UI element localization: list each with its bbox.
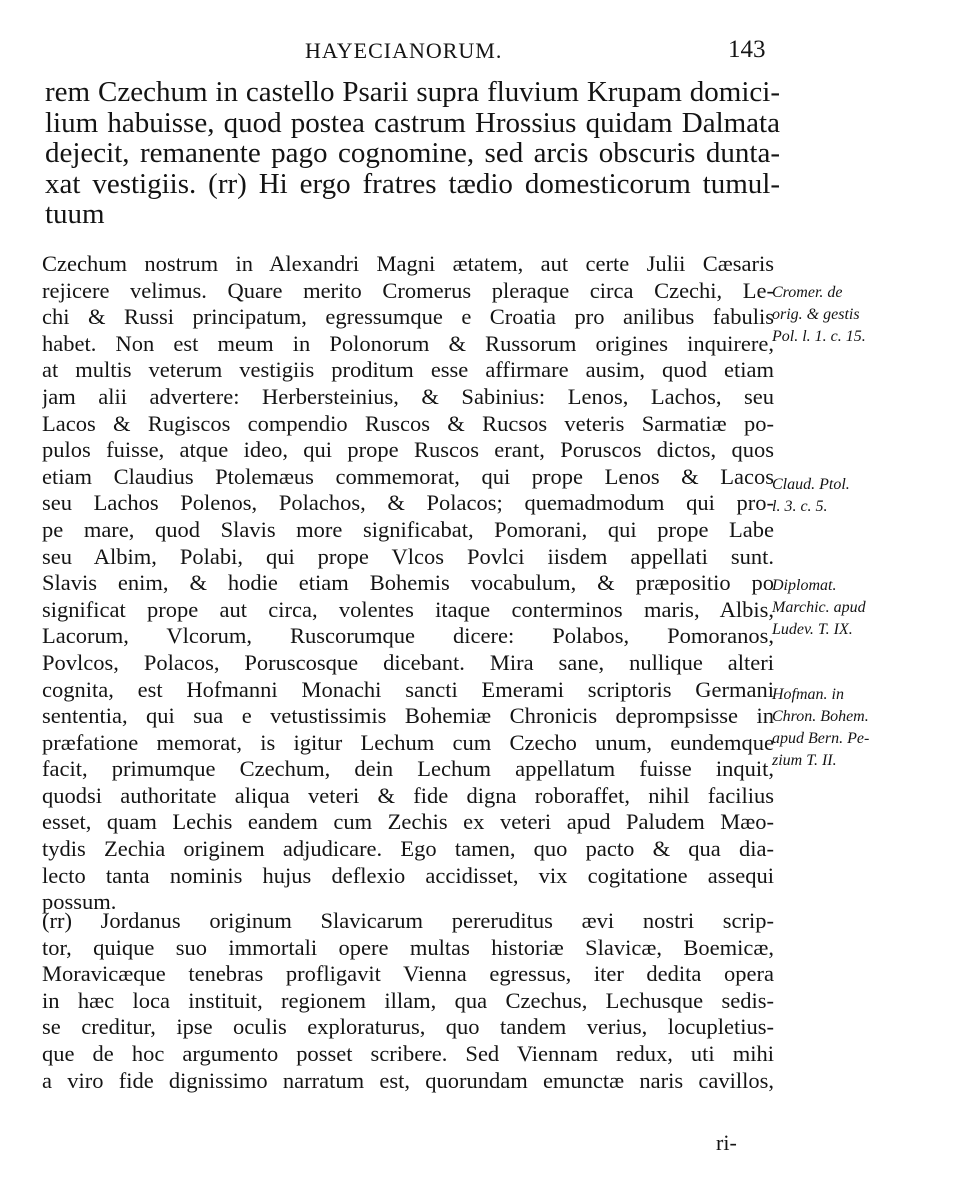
text-line: pulos fuisse, atque ideo, qui prope Ruscos erant, Poruscos dictos, quos	[42, 437, 774, 463]
text-line: (rr) Jordanus originum Slavicarum pereruditus ævi nostri scrip-	[42, 908, 774, 933]
text-line: xat vestigiis. (rr) Hi ergo fratres tædio domesticorum tumul-	[45, 167, 780, 200]
text-line: dejecit, remanente pago cognomine, sed arcis obscuris dunta-	[45, 137, 780, 169]
text-line: rejicere velimus. Quare merito Cromerus pleraque circa Czechi, Le-	[42, 277, 774, 303]
text-line: Lacos & Rugiscos compendio Ruscos & Rucsos veteris Sarmatiæ po-	[42, 410, 774, 436]
margin-note-line: Marchic. apud	[772, 599, 866, 616]
margin-note-line: Chron. Bohem.	[772, 708, 869, 725]
text-line: sententia, qui sua e vetustissimis Bohemiæ Chronicis deprompsisse in	[42, 703, 774, 729]
page-number: 143	[728, 36, 766, 63]
margin-note-line: Diplomat.	[772, 577, 837, 594]
margin-note-ptolemy	[772, 474, 952, 518]
margin-note-line: Cromer. de	[772, 284, 843, 301]
text-line: rem Czechum in castello Psarii supra fluvium Krupam domici-	[45, 76, 780, 108]
text-line: significat prope aut circa, volentes itaque conterminos maris, Albis,	[42, 596, 774, 622]
text-line: facit, primumque Czechum, dein Lechum appellatum fuisse inquit,	[42, 756, 774, 782]
margin-note-line: Claud. Ptol.	[772, 476, 850, 493]
text-line: jam alii advertere: Herbersteinius, & Sabinius: Lenos, Lachos, seu	[42, 383, 774, 409]
margin-note-line: apud Bern. Pe-	[772, 730, 870, 747]
text-line: a viro fide dignissimo narratum est, quorundam emunctæ naris cavillos,	[42, 1067, 774, 1093]
text-line: tuum	[45, 198, 105, 230]
margin-note-line: Ludev. T. IX.	[772, 621, 853, 638]
text-line: seu Albim, Polabi, qui prope Vlcos Povlci iisdem appellati sunt.	[42, 543, 774, 569]
margin-note-line: Hofman. in	[772, 686, 844, 703]
margin-note-cromer	[772, 282, 952, 348]
text-line: esset, quam Lechis eandem cum Zechis ex veteri apud Paludem Mæo-	[42, 809, 774, 835]
text-line: quodsi authoritate aliqua veteri & fide digna roboraffet, nihil facilius	[42, 782, 774, 808]
margin-note-line: l. 3. c. 5.	[772, 498, 828, 515]
top-paragraph	[45, 77, 780, 230]
text-line: Slavis enim, & hodie etiam Bohemis vocabulum, & præpositio po	[42, 570, 774, 596]
main-paragraph	[42, 251, 774, 916]
footnote-paragraph	[42, 908, 774, 1094]
text-line: possum.	[42, 889, 117, 915]
running-title: HAYECIANORUM.	[305, 38, 503, 63]
margin-note-line: Pol. l. 1. c. 15.	[772, 328, 866, 345]
page-header	[0, 36, 960, 70]
text-line: in hæc loca instituit, regionem illam, qua Czechus, Lechusque sedis-	[42, 987, 774, 1013]
text-line: lecto tanta nominis hujus deflexio accidisset, vix cogitatione assequi	[42, 862, 774, 888]
margin-note-hofman	[772, 684, 952, 772]
catchword: ri-	[716, 1130, 737, 1155]
text-line: Czechum nostrum in Alexandri Magni ætatem, aut certe Julii Cæsaris	[42, 251, 774, 276]
margin-note-line: orig. & gestis	[772, 306, 860, 323]
text-line: Povlcos, Polacos, Poruscosque dicebant. Mira sane, nullique alteri	[42, 649, 774, 675]
text-line: se creditur, ipse oculis exploraturus, quo tandem verius, locupletius-	[42, 1014, 774, 1040]
margin-note-diplomat	[772, 575, 952, 641]
text-line: etiam Claudius Ptolemæus commemorat, qui prope Lenos & Lacos	[42, 463, 774, 489]
text-line: Lacorum, Vlcorum, Ruscorumque dicere: Polabos, Pomoranos,	[42, 623, 774, 649]
text-line: tydis Zechia originem adjudicare. Ego tamen, quo pacto & qua dia-	[42, 836, 774, 862]
text-line: cognita, est Hofmanni Monachi sancti Emerami scriptoris Germani	[42, 676, 774, 702]
text-line: Moravicæque tenebras profligavit Vienna egressus, iter dedita opera	[42, 961, 774, 987]
text-line: seu Lachos Polenos, Polachos, & Polacos; quemadmodum qui pro-	[42, 490, 774, 516]
text-line: que de hoc argumento posset scribere. Sed Viennam redux, uti mihi	[42, 1040, 774, 1066]
text-line: chi & Russi principatum, egressumque e Croatia pro anilibus fabulis	[42, 304, 774, 330]
text-line: lium habuisse, quod postea castrum Hrossius quidam Dalmata	[45, 106, 780, 139]
text-line: habet. Non est meum in Polonorum & Russorum origines inquirere,	[42, 330, 774, 356]
text-line: pe mare, quod Slavis more significabat, Pomorani, qui prope Labe	[42, 516, 774, 542]
text-line: tor, quique suo immortali opere multas historiæ Slavicæ, Boemicæ,	[42, 934, 774, 960]
text-line: præfatione memorat, is igitur Lechum cum Czecho unum, eundemque	[42, 729, 774, 755]
margin-note-line: zium T. II.	[772, 752, 837, 769]
text-line: at multis veterum vestigiis proditum esse affirmare ausim, quod etiam	[42, 357, 774, 383]
